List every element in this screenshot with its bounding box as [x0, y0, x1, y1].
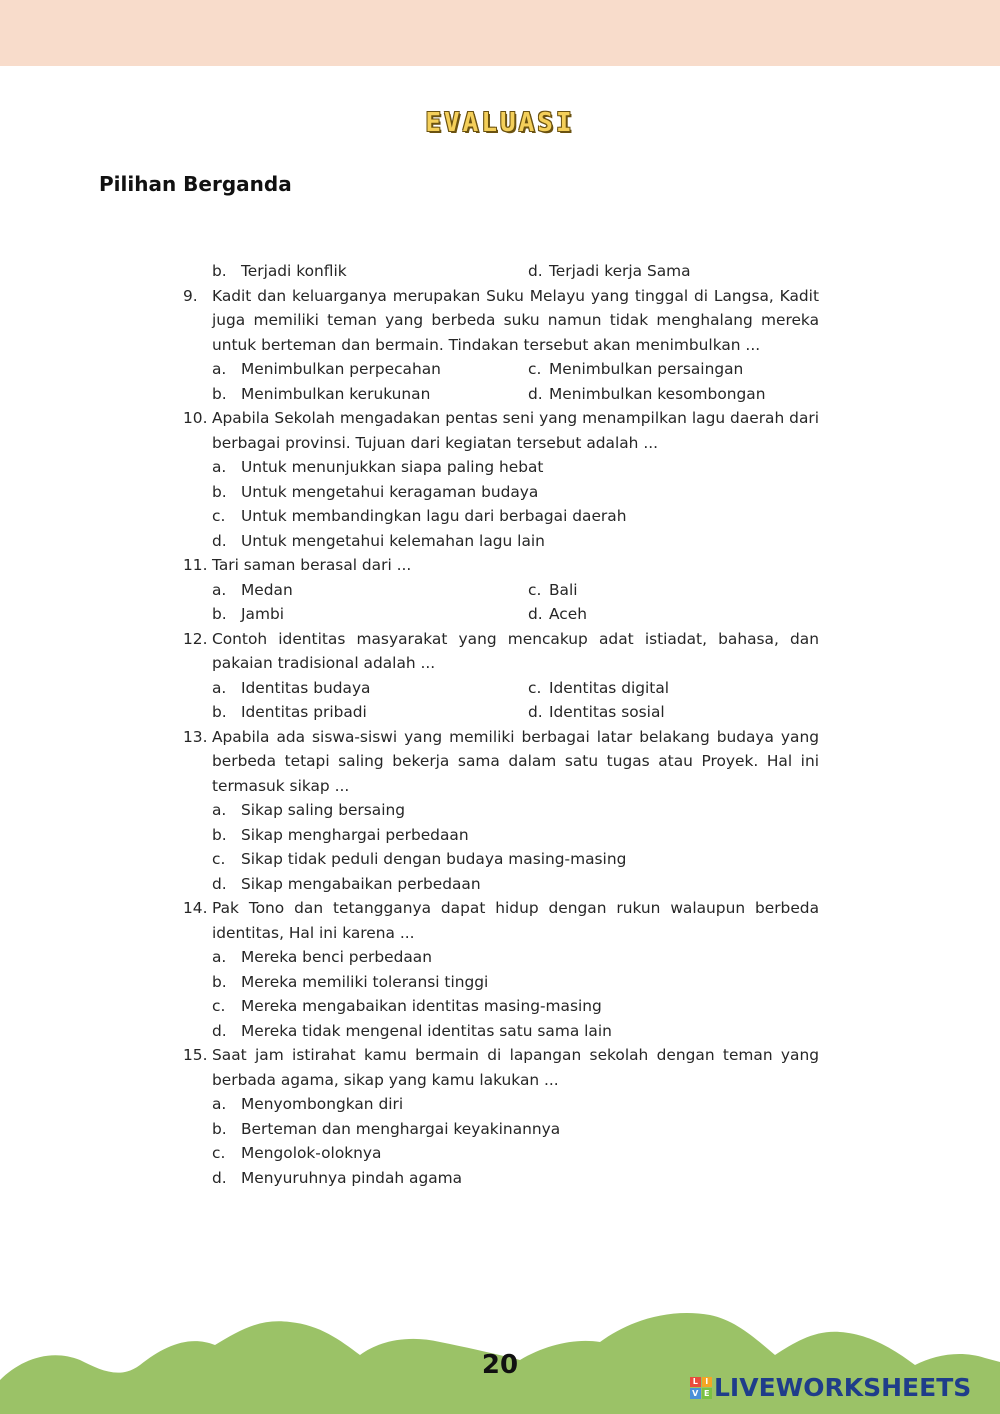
question-text: Tari saman berasal dari ...	[212, 556, 412, 574]
option-text: Sikap tidak peduli dengan budaya masing-masing	[241, 850, 627, 868]
page-title: EVALUASI	[425, 108, 575, 138]
option-row	[183, 382, 819, 407]
option-text: Mereka mengabaikan identitas masing-masing	[241, 997, 602, 1015]
option-letter: d.	[212, 1168, 227, 1187]
option-text: Sikap saling bersaing	[241, 801, 406, 819]
question-text: Kadit dan keluarganya merupakan Suku Melayu yang tinggal di Langsa, Kadit juga memiliki teman yang berbeda suku namun tidak menghalang mereka untuk berteman dan bermain. Tindakan tersebut akan menimbulkan ...	[212, 286, 819, 354]
option-letter: d.	[212, 531, 227, 550]
option[interactable]	[212, 700, 528, 725]
option[interactable]	[183, 970, 819, 995]
option-letter: a.	[212, 580, 227, 599]
option-row	[183, 357, 819, 382]
question-15	[183, 1043, 819, 1092]
question-11	[183, 553, 819, 578]
liveworksheets-logo-icon	[690, 1377, 712, 1399]
option[interactable]	[183, 529, 819, 554]
option[interactable]	[528, 676, 669, 701]
option-letter: c.	[212, 1144, 226, 1162]
option[interactable]	[183, 994, 819, 1019]
option-text: Mereka memiliki toleransi tinggi	[241, 972, 489, 991]
option[interactable]	[528, 357, 743, 382]
option-letter: a.	[212, 1095, 227, 1113]
question-9	[183, 284, 819, 358]
option-letter: b.	[212, 825, 227, 844]
option-letter: d.	[212, 1021, 227, 1040]
option-text: Berteman dan menghargai keyakinannya	[241, 1119, 561, 1138]
option-letter: b.	[212, 1119, 227, 1138]
option-text: Untuk membandingkan lagu dari berbagai daerah	[241, 507, 627, 525]
option[interactable]	[183, 847, 819, 872]
question-10	[183, 406, 819, 455]
question-number: 15.	[183, 1046, 208, 1064]
option-letter: d.	[212, 874, 227, 893]
option[interactable]	[212, 357, 528, 382]
question-number: 12.	[183, 629, 208, 648]
option-letter: d.	[528, 703, 543, 721]
option[interactable]	[212, 602, 528, 627]
question-number: 10.	[183, 409, 208, 427]
option-letter: c.	[528, 580, 542, 599]
option-text: Identitas pribadi	[241, 703, 367, 721]
option-text: Mereka benci perbedaan	[241, 948, 432, 966]
option-text: Medan	[241, 580, 293, 599]
option-letter: c.	[528, 678, 542, 697]
option[interactable]	[212, 259, 528, 284]
question-number: 14.	[183, 899, 208, 917]
question-text: Apabila ada siswa-siswi yang memiliki berbagai latar belakang budaya yang berbeda tetapi saling bekerja sama dalam satu tugas atau Proyek. Hal ini termasuk sikap ...	[212, 727, 819, 795]
option-letter: a.	[212, 678, 227, 697]
brand-text: LIVEWORKSHEETS	[714, 1373, 972, 1402]
question-text: Saat jam istirahat kamu bermain di lapangan sekolah dengan teman yang berbada agama, sikap yang kamu lakukan ...	[212, 1046, 819, 1089]
option-text: Menyuruhnya pindah agama	[241, 1168, 463, 1187]
question-text: Contoh identitas masyarakat yang mencakup adat istiadat, bahasa, dan pakaian tradisional adalah ...	[212, 629, 819, 672]
option-text: Menyombongkan diri	[241, 1095, 404, 1113]
question-number: 9.	[183, 286, 198, 305]
option[interactable]	[212, 382, 528, 407]
option-letter: b.	[212, 703, 227, 721]
top-band	[0, 0, 1000, 66]
option[interactable]	[183, 1092, 819, 1117]
option-letter: d.	[528, 262, 543, 280]
option[interactable]	[183, 1019, 819, 1044]
logo-tile: V	[690, 1388, 701, 1399]
option-letter: c.	[212, 507, 226, 525]
option-text: Mengolok-oloknya	[241, 1144, 382, 1162]
option-text: Menimbulkan kerukunan	[241, 384, 431, 403]
option-text: Sikap menghargai perbedaan	[241, 825, 469, 844]
option-letter: c.	[212, 997, 226, 1015]
option-letter: b.	[212, 605, 227, 623]
option[interactable]	[528, 382, 765, 407]
option-text: Menimbulkan perpecahan	[241, 360, 441, 378]
option-letter: a.	[212, 360, 227, 378]
option[interactable]	[528, 602, 587, 627]
option-letter: a.	[212, 801, 227, 819]
option[interactable]	[183, 1166, 819, 1191]
option-text: Terjadi konflik	[241, 262, 347, 280]
option-letter: d.	[528, 384, 543, 403]
logo-tile: E	[702, 1388, 713, 1399]
option-text: Identitas budaya	[241, 678, 371, 697]
option-letter: c.	[212, 850, 226, 868]
option-text: Untuk menunjukkan siapa paling hebat	[241, 458, 544, 476]
liveworksheets-brand[interactable]	[690, 1373, 971, 1402]
question-12	[183, 627, 819, 676]
option-letter: a.	[212, 948, 227, 966]
logo-tile: I	[702, 1377, 713, 1388]
page-number: 20	[481, 1350, 519, 1380]
question-text: Apabila Sekolah mengadakan pentas seni yang menampilkan lagu daerah dari berbagai provinsi. Tujuan dari kegiatan tersebut adalah ...	[212, 409, 819, 452]
option-text: Untuk mengetahui keragaman budaya	[241, 482, 539, 501]
option-letter: b.	[212, 262, 227, 280]
question-list	[183, 259, 819, 1190]
option-row	[183, 676, 819, 701]
option-text: Sikap mengabaikan perbedaan	[241, 874, 481, 893]
option[interactable]	[528, 259, 691, 284]
option[interactable]	[183, 823, 819, 848]
option-text: Menimbulkan kesombongan	[549, 384, 766, 403]
option-letter: b.	[212, 384, 227, 403]
option[interactable]	[212, 676, 528, 701]
option-text: Identitas sosial	[549, 703, 665, 721]
option-text: Untuk mengetahui kelemahan lagu lain	[241, 531, 545, 550]
option-row	[183, 578, 819, 603]
option[interactable]	[183, 455, 819, 480]
option[interactable]	[528, 578, 578, 603]
option[interactable]	[183, 945, 819, 970]
option-row	[183, 259, 819, 284]
logo-tile: L	[690, 1377, 701, 1388]
option-text: Identitas digital	[549, 678, 670, 697]
option[interactable]	[183, 798, 819, 823]
option-text: Aceh	[549, 605, 587, 623]
option[interactable]	[183, 1117, 819, 1142]
option[interactable]	[183, 504, 819, 529]
question-13	[183, 725, 819, 799]
option-text: Terjadi kerja Sama	[549, 262, 691, 280]
option-text: Jambi	[241, 605, 285, 623]
question-number: 13.	[183, 727, 208, 746]
option-row	[183, 602, 819, 627]
option-row	[183, 700, 819, 725]
option-text: Menimbulkan persaingan	[549, 360, 744, 378]
option[interactable]	[183, 872, 819, 897]
option-letter: c.	[528, 360, 542, 378]
option[interactable]	[183, 480, 819, 505]
option[interactable]	[528, 700, 665, 725]
option[interactable]	[183, 1141, 819, 1166]
question-text: Pak Tono dan tetangganya dapat hidup dengan rukun walaupun berbeda identitas, Hal ini karena ...	[212, 899, 819, 942]
option-letter: b.	[212, 482, 227, 501]
question-14	[183, 896, 819, 945]
option-text: Bali	[549, 580, 578, 599]
question-number: 11.	[183, 556, 208, 574]
option-text: Mereka tidak mengenal identitas satu sama lain	[241, 1021, 612, 1040]
section-title: Pilihan Berganda	[99, 172, 292, 196]
option[interactable]	[212, 578, 528, 603]
option-letter: b.	[212, 972, 227, 991]
option-letter: a.	[212, 458, 227, 476]
option-letter: d.	[528, 605, 543, 623]
